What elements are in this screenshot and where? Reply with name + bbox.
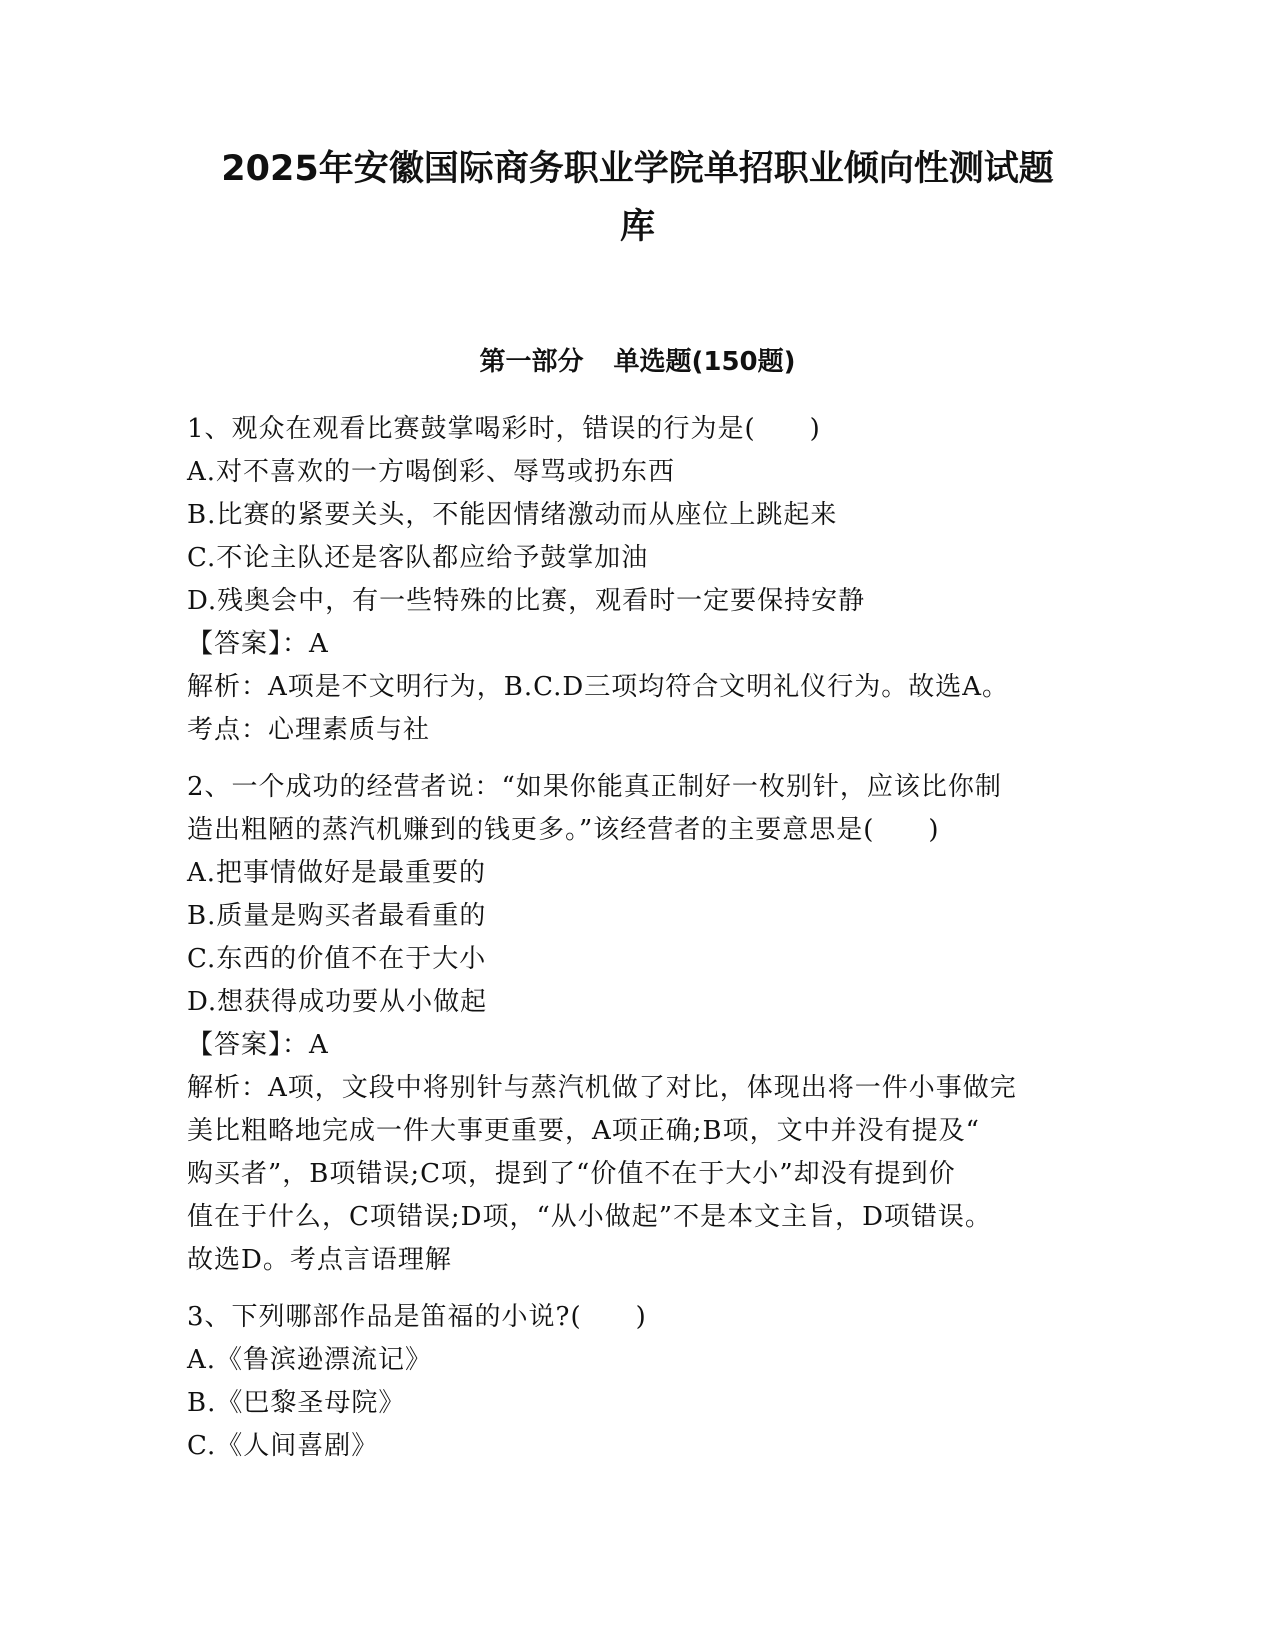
analysis-line: 解析：A项是不文明行为，B.C.D三项均符合文明礼仪行为。故选A。 bbox=[187, 672, 1010, 702]
question-stem: 1、观众在观看比赛鼓掌喝彩时，错误的行为是( ) bbox=[187, 414, 821, 444]
analysis-line: 故选D。考点言语理解 bbox=[187, 1245, 452, 1275]
analysis-line: 美比粗略地完成一件大事更重要，A项正确;B项，文中并没有提及“ bbox=[187, 1116, 980, 1146]
document-title-line-2: 库 bbox=[619, 207, 655, 247]
section-name-label: 单选题(150题) bbox=[613, 347, 796, 377]
option-c: C.《人间喜剧》 bbox=[187, 1431, 379, 1461]
answer-label: 【答案】：A bbox=[187, 629, 329, 659]
question-item-2 bbox=[187, 766, 1087, 1282]
option-a: A.《鲁滨逊漂流记》 bbox=[187, 1345, 433, 1375]
section-heading bbox=[150, 342, 1125, 382]
option-d: D.残奥会中，有一些特殊的比赛，观看时一定要保持安静 bbox=[187, 586, 866, 616]
question-list bbox=[187, 408, 1087, 1482]
analysis-line: 解析：A项，文段中将别针与蒸汽机做了对比，体现出将一件小事做完 bbox=[187, 1073, 1017, 1103]
question-stem: 造出粗陋的蒸汽机赚到的钱更多。”该经营者的主要意思是( ) bbox=[187, 815, 940, 845]
question-stem: 2、一个成功的经营者说：“如果你能真正制好一枚别针，应该比你制 bbox=[187, 772, 1002, 802]
option-c: C.不论主队还是客队都应给予鼓掌加油 bbox=[187, 543, 649, 573]
document-title bbox=[150, 140, 1125, 256]
section-part-label: 第一部分 bbox=[479, 347, 584, 377]
option-a: A.对不喜欢的一方喝倒彩、辱骂或扔东西 bbox=[187, 457, 676, 487]
answer-label: 【答案】：A bbox=[187, 1030, 329, 1060]
question-item-1 bbox=[187, 408, 1087, 752]
question-stem: 3、下列哪部作品是笛福的小说?( ) bbox=[187, 1302, 647, 1332]
analysis-line: 购买者”，B项错误;C项，提到了“价值不在于大小”却没有提到价 bbox=[187, 1159, 956, 1189]
option-a: A.把事情做好是最重要的 bbox=[187, 858, 487, 888]
option-c: C.东西的价值不在于大小 bbox=[187, 944, 487, 974]
option-d: D.想获得成功要从小做起 bbox=[187, 987, 488, 1017]
document-title-line-1: 2025年安徽国际商务职业学院单招职业倾向性测试题 bbox=[221, 149, 1054, 189]
option-b: B.质量是购买者最看重的 bbox=[187, 901, 487, 931]
option-b: B.《巴黎圣母院》 bbox=[187, 1388, 406, 1418]
analysis-line: 值在于什么，C项错误;D项，“从小做起”不是本文主旨，D项错误。 bbox=[187, 1202, 992, 1232]
question-item-3 bbox=[187, 1296, 1087, 1468]
option-b: B.比赛的紧要关头，不能因情绪激动而从座位上跳起来 bbox=[187, 500, 838, 530]
analysis-line: 考点：心理素质与社 bbox=[187, 715, 431, 745]
